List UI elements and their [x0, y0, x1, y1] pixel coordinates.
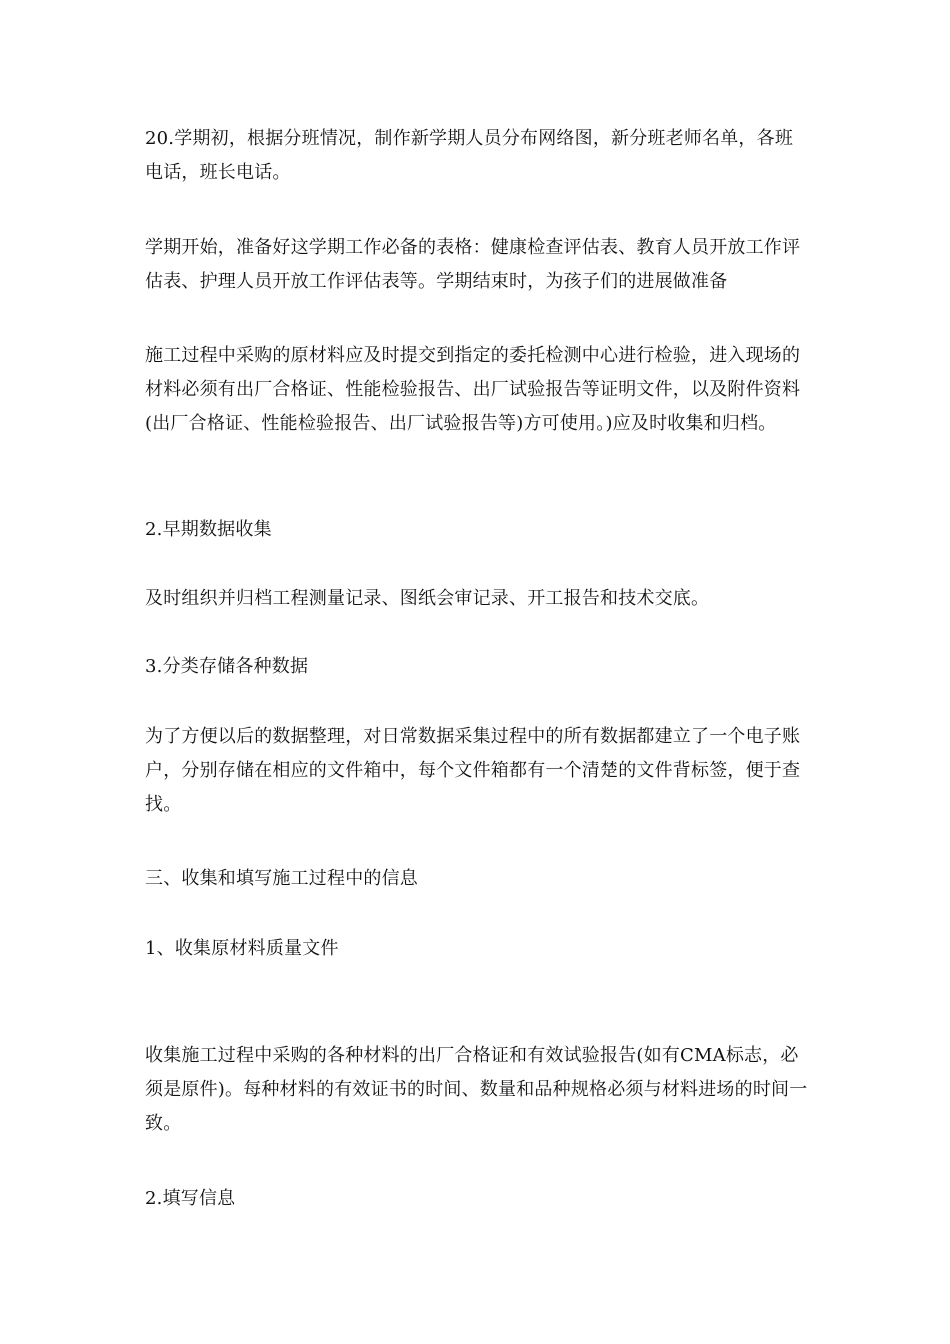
paragraph-class-assignment: 20.学期初，根据分班情况，制作新学期人员分布网络图，新分班老师名单，各班电话，班长电话。: [145, 128, 794, 183]
paragraph-semester-forms: 学期开始，准备好这学期工作必备的表格：健康检查评估表、教育人员开放工作评估表、护理人员开放工作评估表等。学期结束时，为孩子们的进展做准备: [145, 237, 801, 292]
paragraph-certificates: 收集施工过程中采购的各种材料的出厂合格证和有效试验报告(如有CMA标志，必须是原件)。每种材料的有效证书的时间、数量和品种规格必须与材料进场的时间一致。: [145, 1045, 808, 1134]
heading-early-data-collection: 2.早期数据收集: [145, 519, 272, 540]
heading-quality-documents: 1、收集原材料质量文件: [145, 938, 339, 959]
paragraph-archive-records: 及时组织并归档工程测量记录、图纸会审记录、开工报告和技术交底。: [145, 588, 710, 609]
paragraph-electronic-accounts: 为了方便以后的数据整理，对日常数据采集过程中的所有数据都建立了一个电子账户，分别存储在相应的文件箱中，每个文件箱都有一个清楚的文件背标签，便于查找。: [145, 726, 801, 815]
heading-construction-info: 三、收集和填写施工过程中的信息: [145, 868, 418, 889]
paragraph-raw-material-inspection: 施工过程中采购的原材料应及时提交到指定的委托检测中心进行检验，进入现场的材料必须有出厂合格证、性能检验报告、出厂试验报告等证明文件，以及附件资料(出厂合格证、性能检验报告、出厂试验报告等)方可使用。)应及时收集和归档。: [145, 345, 801, 434]
heading-classified-storage: 3.分类存储各种数据: [145, 656, 309, 677]
heading-fill-info: 2.填写信息: [145, 1188, 236, 1209]
